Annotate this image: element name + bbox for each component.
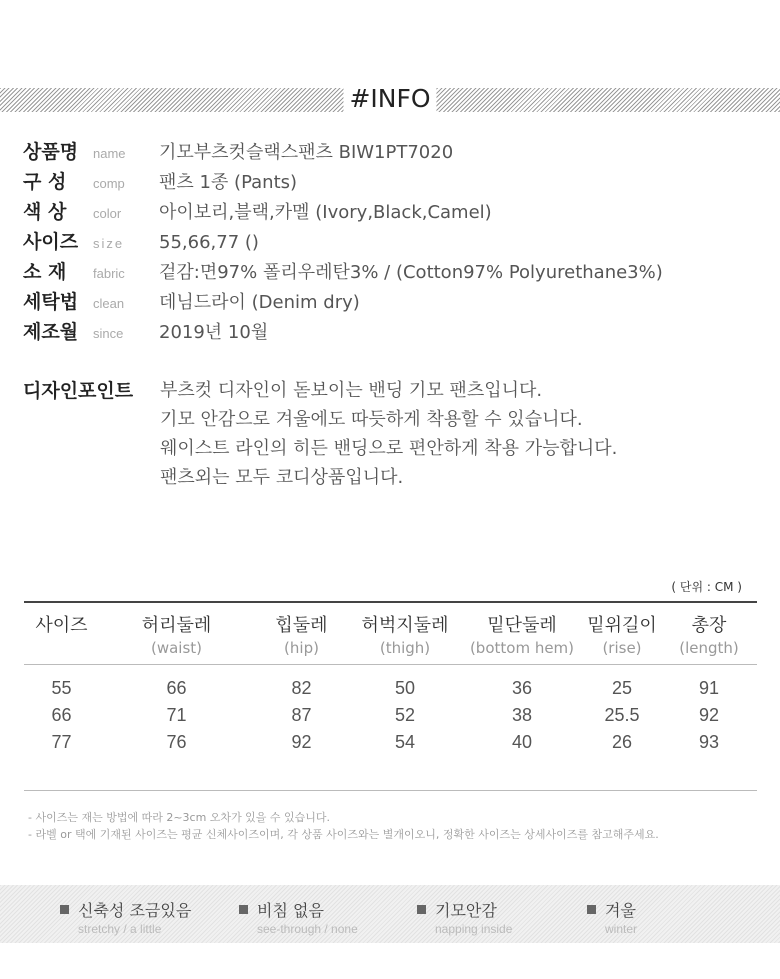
header-bottom-hem	[461, 611, 583, 664]
design-line: 웨이스트 라인의 히든 밴딩으로 편안하게 착용 가능합니다.	[160, 438, 618, 459]
table-cell: 52	[394, 705, 416, 725]
size-table	[24, 601, 757, 791]
square-bullet-icon	[239, 905, 248, 914]
feature-title	[417, 898, 512, 921]
feature-label: 겨울	[605, 901, 636, 920]
spec-row-fabric	[23, 257, 763, 287]
table-row	[24, 675, 757, 702]
info-header-bar	[0, 84, 780, 113]
table-cell: 40	[511, 732, 533, 752]
square-bullet-icon	[587, 905, 596, 914]
spec-sub-label: comp	[93, 176, 125, 191]
feature-napping	[417, 898, 512, 936]
header-hip	[254, 611, 349, 664]
square-bullet-icon	[60, 905, 69, 914]
table-cell: 50	[394, 678, 416, 698]
table-cell: 38	[511, 705, 533, 725]
unit-label: ( 단위 : CM )	[671, 580, 742, 594]
table-cell: 26	[611, 732, 633, 752]
header-sub: (thigh)	[379, 639, 431, 657]
spec-value: 팬츠 1종 (Pants)	[159, 172, 298, 193]
spec-value: 데님드라이 (Denim dry)	[159, 292, 360, 313]
spec-label: 상품명	[23, 141, 79, 163]
table-cell: 87	[291, 705, 312, 725]
design-point-label: 디자인포인트	[23, 380, 134, 402]
header-main: 밑위길이	[587, 615, 657, 636]
spec-row-clean	[23, 287, 763, 317]
info-title: #INFO	[343, 84, 436, 114]
header-sub: (rise)	[602, 639, 642, 657]
spec-label: 소 재	[23, 261, 67, 283]
note-line: - 라벨 or 택에 기재된 사이즈는 평균 신체사이즈이며, 각 상품 사이즈와는 별개이오니, 정확한 사이즈는 상세사이즈를 참고해주세요.	[28, 828, 659, 841]
table-cell: 76	[166, 732, 187, 752]
header-sub: (bottom hem)	[469, 639, 575, 657]
spec-label: 제조월	[23, 321, 79, 343]
design-point	[23, 376, 617, 492]
spec-sub-label: color	[93, 206, 122, 221]
table-cell: 25	[611, 678, 633, 698]
feature-title	[60, 898, 191, 921]
feature-season	[587, 898, 637, 936]
table-cell: 92	[698, 705, 720, 725]
spec-list	[23, 137, 763, 347]
spec-value: 2019년 10월	[159, 322, 269, 343]
spec-sub-label: clean	[93, 296, 125, 311]
spec-row-name	[23, 137, 763, 167]
spec-label: 색 상	[23, 201, 67, 223]
feature-sub: see-through / none	[257, 922, 358, 936]
header-sub: (length)	[679, 639, 739, 657]
header-main: 사이즈	[35, 615, 88, 636]
header-thigh	[349, 611, 461, 664]
square-bullet-icon	[417, 905, 426, 914]
table-cell: 91	[698, 678, 720, 698]
table-cell: 54	[394, 732, 416, 752]
table-cell: 66	[51, 705, 72, 725]
spec-sub-label: fabric	[93, 266, 125, 281]
feature-label: 비침 없음	[257, 901, 324, 920]
feature-sub: stretchy / a little	[78, 922, 162, 936]
header-main: 힙둘레	[275, 615, 328, 636]
table-cell: 82	[291, 678, 312, 698]
header-waist	[99, 611, 254, 664]
spec-sub-label: size	[93, 236, 125, 251]
spec-row-color	[23, 197, 763, 227]
spec-row-since	[23, 317, 763, 347]
design-line: 팬츠외는 모두 코디상품입니다.	[160, 467, 404, 488]
feature-title	[239, 898, 358, 921]
feature-title	[587, 898, 637, 921]
table-row	[24, 729, 757, 756]
spec-label: 사이즈	[23, 231, 79, 253]
design-line: 부츠컷 디자인이 돋보이는 밴딩 기모 팬츠입니다.	[160, 380, 543, 401]
note-line: - 사이즈는 재는 방법에 따라 2~3cm 오차가 있을 수 있습니다.	[28, 811, 331, 824]
table-cell: 93	[698, 732, 720, 752]
header-main: 허리둘레	[141, 615, 212, 636]
design-line: 기모 안감으로 겨울에도 따듯하게 착용할 수 있습니다.	[160, 409, 583, 430]
feature-label: 기모안감	[435, 901, 497, 920]
spec-label: 세탁법	[23, 291, 79, 313]
table-cell: 25.5	[604, 705, 640, 725]
header-main: 허벅지둘레	[361, 615, 449, 636]
spec-value: 55,66,77 ()	[159, 232, 259, 253]
header-length	[661, 611, 757, 664]
table-cell: 66	[166, 678, 187, 698]
spec-value: 기모부츠컷슬랙스팬츠 BIW1PT7020	[159, 142, 454, 163]
table-body	[24, 665, 757, 756]
header-sub: (hip)	[284, 639, 319, 657]
feature-sub: napping inside	[435, 922, 513, 936]
table-cell: 77	[51, 732, 72, 752]
size-notes	[28, 809, 659, 843]
spec-row-comp	[23, 167, 763, 197]
feature-see-through	[239, 898, 358, 936]
header-size	[24, 611, 99, 664]
feature-band	[0, 885, 780, 943]
table-cell: 71	[166, 705, 187, 725]
design-point-text	[160, 376, 617, 492]
table-cell: 55	[51, 678, 72, 698]
table-cell: 92	[291, 732, 312, 752]
table-header-row	[24, 603, 757, 665]
header-rise	[583, 611, 661, 664]
feature-sub: winter	[605, 922, 638, 936]
spec-label: 구 성	[23, 171, 67, 193]
table-cell: 36	[511, 678, 533, 698]
spec-value: 아이보리,블랙,카멜 (Ivory,Black,Camel)	[159, 202, 492, 223]
spec-sub-label: since	[93, 326, 124, 341]
feature-label: 신축성 조금있음	[78, 901, 192, 920]
spec-value: 겉감:면97% 폴리우레탄3% / (Cotton97% Polyurethane3%)	[159, 262, 663, 283]
feature-stretch	[60, 898, 191, 936]
table-row	[24, 702, 757, 729]
header-main: 밑단둘레	[487, 615, 557, 636]
spec-row-size	[23, 227, 763, 257]
spec-sub-label: name	[93, 146, 126, 161]
header-main: 총장	[691, 615, 727, 636]
header-sub: (waist)	[150, 639, 203, 657]
